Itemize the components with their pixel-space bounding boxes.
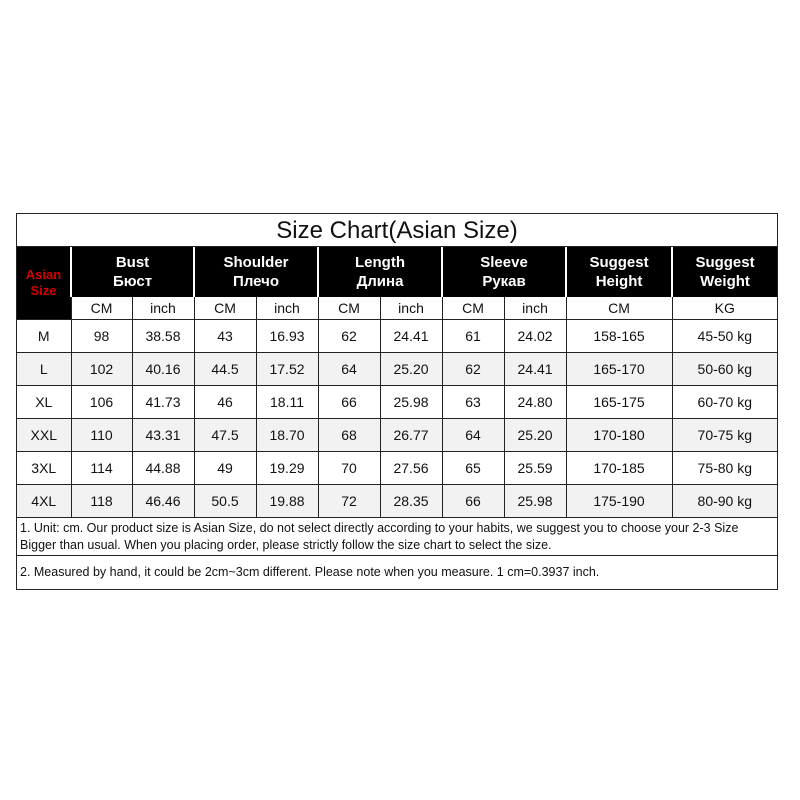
unit-cell: inch xyxy=(380,297,442,320)
header-row xyxy=(17,247,777,297)
shoulder-label-ru: Плечо xyxy=(233,273,279,290)
value-cell: 66 xyxy=(318,386,380,419)
value-cell: 18.11 xyxy=(256,386,318,419)
value-cell: 46 xyxy=(194,386,256,419)
unit-cell: CM xyxy=(566,297,672,320)
value-cell: 175-190 xyxy=(566,485,672,518)
unit-cell: CM xyxy=(194,297,256,320)
value-cell: 62 xyxy=(318,320,380,353)
value-cell: 38.58 xyxy=(132,320,194,353)
asian-size-header xyxy=(17,247,71,320)
weight-label-1: Suggest xyxy=(695,254,755,271)
table-row xyxy=(17,320,777,353)
value-cell: 19.88 xyxy=(256,485,318,518)
value-cell: 165-170 xyxy=(566,353,672,386)
value-cell: 70-75 kg xyxy=(672,419,777,452)
value-cell: 114 xyxy=(71,452,132,485)
unit-cell: CM xyxy=(442,297,504,320)
unit-cell: inch xyxy=(132,297,194,320)
bust-label-en: Bust xyxy=(115,254,150,271)
value-cell: 170-180 xyxy=(566,419,672,452)
value-cell: 64 xyxy=(442,419,504,452)
bust-label-ru: Бюст xyxy=(112,273,153,290)
value-cell: 26.77 xyxy=(380,419,442,452)
value-cell: 25.59 xyxy=(504,452,566,485)
value-cell: 43 xyxy=(194,320,256,353)
value-cell: 106 xyxy=(71,386,132,419)
value-cell: 25.98 xyxy=(380,386,442,419)
value-cell: 62 xyxy=(442,353,504,386)
value-cell: 19.29 xyxy=(256,452,318,485)
value-cell: 24.41 xyxy=(380,320,442,353)
value-cell: 110 xyxy=(71,419,132,452)
value-cell: 98 xyxy=(71,320,132,353)
height-header xyxy=(566,247,672,297)
value-cell: 60-70 kg xyxy=(672,386,777,419)
size-cell: 4XL xyxy=(17,485,71,518)
value-cell: 24.80 xyxy=(504,386,566,419)
value-cell: 24.02 xyxy=(504,320,566,353)
size-cell: XXL xyxy=(17,419,71,452)
unit-cell: CM xyxy=(71,297,132,320)
value-cell: 158-165 xyxy=(566,320,672,353)
value-cell: 25.20 xyxy=(380,353,442,386)
value-cell: 118 xyxy=(71,485,132,518)
chart-title: Size Chart(Asian Size) xyxy=(17,214,777,247)
value-cell: 40.16 xyxy=(132,353,194,386)
size-chart xyxy=(16,213,778,590)
unit-row xyxy=(17,297,777,320)
value-cell: 72 xyxy=(318,485,380,518)
value-cell: 18.70 xyxy=(256,419,318,452)
length-header xyxy=(318,247,442,297)
value-cell: 17.52 xyxy=(256,353,318,386)
value-cell: 68 xyxy=(318,419,380,452)
value-cell: 70 xyxy=(318,452,380,485)
value-cell: 24.41 xyxy=(504,353,566,386)
height-label-1: Suggest xyxy=(589,254,649,271)
value-cell: 46.46 xyxy=(132,485,194,518)
size-cell: M xyxy=(17,320,71,353)
unit-cell: inch xyxy=(256,297,318,320)
sleeve-label-ru: Рукав xyxy=(482,273,526,290)
value-cell: 16.93 xyxy=(256,320,318,353)
value-cell: 44.88 xyxy=(132,452,194,485)
shoulder-label-en: Shoulder xyxy=(223,254,289,271)
value-cell: 50-60 kg xyxy=(672,353,777,386)
value-cell: 102 xyxy=(71,353,132,386)
unit-cell: CM xyxy=(318,297,380,320)
value-cell: 170-185 xyxy=(566,452,672,485)
table-row xyxy=(17,386,777,419)
table-row xyxy=(17,419,777,452)
value-cell: 41.73 xyxy=(132,386,194,419)
value-cell: 25.98 xyxy=(504,485,566,518)
value-cell: 28.35 xyxy=(380,485,442,518)
note-1: 1. Unit: cm. Our product size is Asian Size, do not select directly according to your habits, we suggest you to choose your 2-3 Size Bigger than usual. When you placing order, please strictly follow the size chart to select the size. xyxy=(17,517,777,555)
value-cell: 27.56 xyxy=(380,452,442,485)
value-cell: 165-175 xyxy=(566,386,672,419)
shoulder-header xyxy=(194,247,318,297)
value-cell: 61 xyxy=(442,320,504,353)
value-cell: 50.5 xyxy=(194,485,256,518)
height-label-2: Height xyxy=(595,273,643,290)
weight-label-2: Weight xyxy=(700,273,750,290)
unit-cell: inch xyxy=(504,297,566,320)
asian-label: Asian xyxy=(25,267,62,282)
value-cell: 80-90 kg xyxy=(672,485,777,518)
value-cell: 75-80 kg xyxy=(672,452,777,485)
note-2: 2. Measured by hand, it could be 2cm~3cm different. Please note when you measure. 1 cm=0.3937 inch. xyxy=(17,555,777,589)
sleeve-label-en: Sleeve xyxy=(480,254,528,271)
value-cell: 63 xyxy=(442,386,504,419)
value-cell: 43.31 xyxy=(132,419,194,452)
table-row xyxy=(17,452,777,485)
size-table xyxy=(17,247,777,517)
value-cell: 66 xyxy=(442,485,504,518)
size-cell: L xyxy=(17,353,71,386)
size-cell: 3XL xyxy=(17,452,71,485)
size-cell: XL xyxy=(17,386,71,419)
value-cell: 45-50 kg xyxy=(672,320,777,353)
table-row xyxy=(17,485,777,518)
value-cell: 25.20 xyxy=(504,419,566,452)
value-cell: 44.5 xyxy=(194,353,256,386)
table-row xyxy=(17,353,777,386)
weight-header xyxy=(672,247,777,297)
value-cell: 47.5 xyxy=(194,419,256,452)
length-label-en: Length xyxy=(355,254,406,271)
bust-header xyxy=(71,247,194,297)
value-cell: 49 xyxy=(194,452,256,485)
size-label: Size xyxy=(30,283,57,298)
length-label-ru: Длина xyxy=(356,273,404,290)
sleeve-header xyxy=(442,247,566,297)
unit-cell: KG xyxy=(672,297,777,320)
value-cell: 64 xyxy=(318,353,380,386)
value-cell: 65 xyxy=(442,452,504,485)
